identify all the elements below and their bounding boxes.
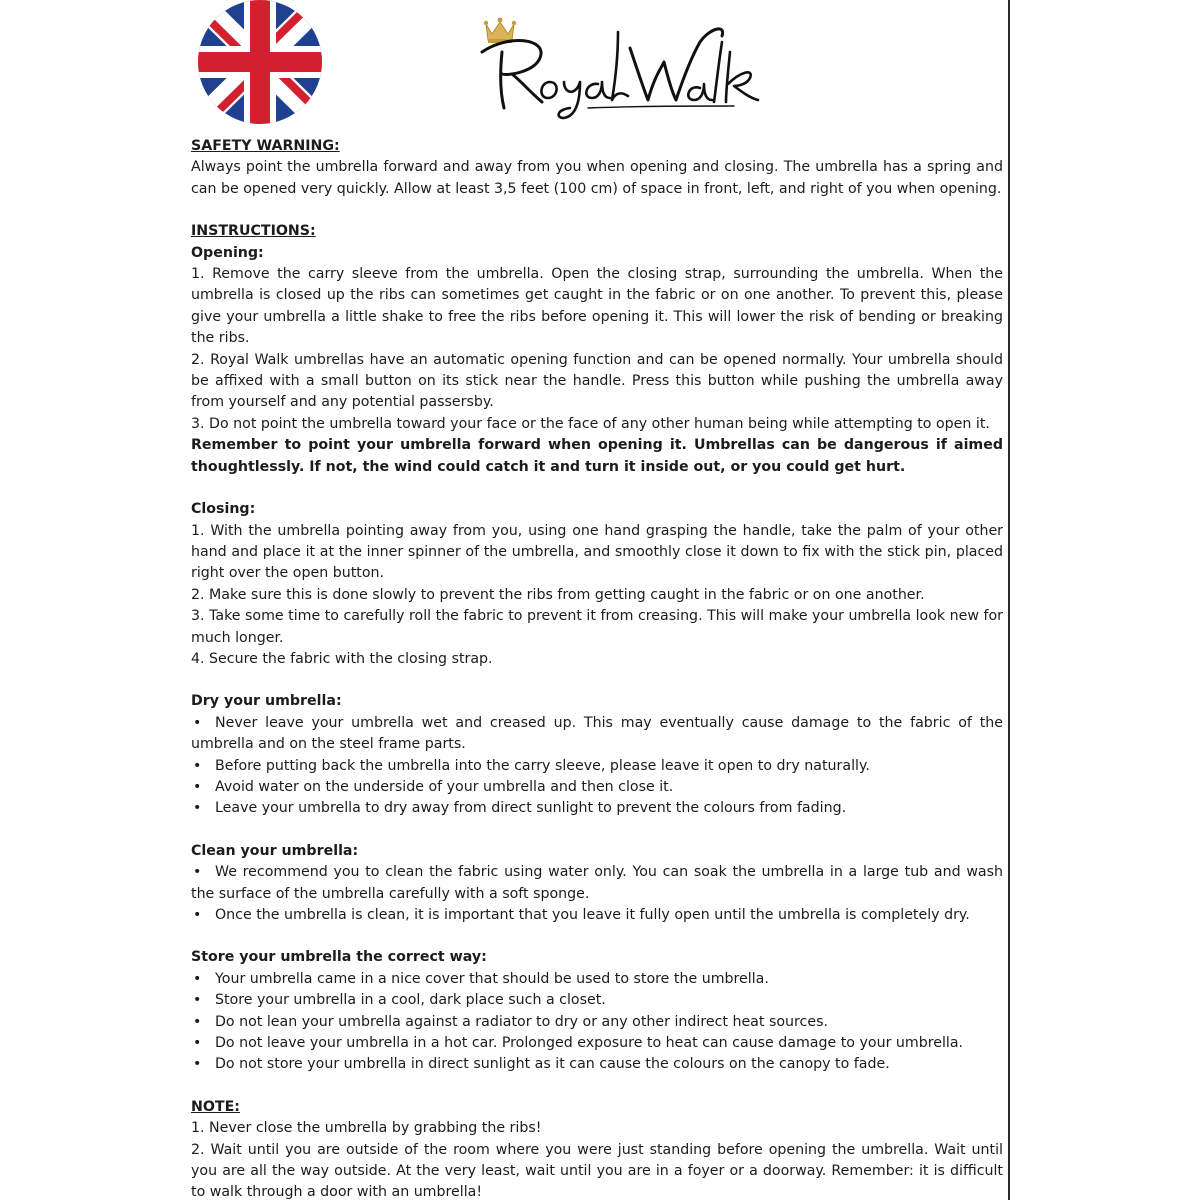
list-item: • Do not leave your umbrella in a hot car. Prolonged exposure to heat can cause damage to your umbrella. [191, 1033, 1003, 1054]
store-list [191, 969, 1003, 1076]
clean-section [191, 841, 1003, 927]
closing-list [191, 521, 1003, 671]
list-item: • Before putting back the umbrella into the carry sleeve, please leave it open to dry naturally. [191, 756, 1003, 777]
page-right-border [1008, 0, 1010, 1200]
list-item: 2. Royal Walk umbrellas have an automatic opening function and can be opened normally. Your umbrella should be affixed with a small button on its stick near the handle. Press this button while pushing the umbrella away from yourself and any potential passersby. [191, 351, 1003, 411]
store-section [191, 947, 1003, 1075]
list-item: • Never leave your umbrella wet and creased up. This may eventually cause damage to the fabric of the umbrella and on the steel frame parts. [191, 713, 1003, 756]
list-item: 3. Do not point the umbrella toward your face or the face of any other human being while attempting to open it. [191, 415, 990, 432]
safety-warning-text: Always point the umbrella forward and away from you when opening and closing. The umbrella has a spring and can be opened very quickly. Allow at least 3,5 feet (100 cm) of space in front, left, and right of you when opening. [191, 159, 1003, 197]
list-item: • Do not store your umbrella in direct sunlight as it can cause the colours on the canopy to fade. [191, 1054, 1003, 1075]
note-section [191, 1097, 1003, 1204]
store-heading: Store your umbrella the correct way: [191, 949, 487, 966]
list-item: • Leave your umbrella to dry away from direct sunlight to prevent the colours from fading. [191, 798, 1003, 819]
union-jack-flag-icon [197, 0, 323, 124]
opening-warning: Remember to point your umbrella forward when opening it. Umbrellas can be dangerous if aimed thoughtlessly. If not, the wind could catch it and turn it inside out, or you could get hurt. [191, 437, 1003, 475]
list-item: 3. Take some time to carefully roll the fabric to prevent it from creasing. This will make your umbrella look new for much longer. [191, 608, 1003, 646]
instruction-sheet [191, 136, 1003, 1204]
note-list [191, 1118, 1003, 1204]
clean-heading: Clean your umbrella: [191, 842, 359, 859]
list-item: • Avoid water on the underside of your umbrella and then close it. [191, 777, 1003, 798]
list-item: • Your umbrella came in a nice cover that should be used to store the umbrella. [191, 969, 1003, 990]
instructions-section [191, 221, 1003, 670]
instructions-heading: INSTRUCTIONS: [191, 223, 316, 240]
list-item: 1. With the umbrella pointing away from you, using one hand grasping the handle, take the palm of your other hand and place it at the inner spinner of the umbrella, and smoothly close it down to fix with the stick pin, placed right over the open button. [191, 522, 1003, 582]
crown-icon [484, 18, 516, 43]
safety-warning-heading: SAFETY WARNING: [191, 138, 340, 154]
list-item: 2. Wait until you are outside of the room where you were just standing before opening the umbrella. Wait until you are all the way outside. At the very least, wait until you are in a foyer or a doorway. Remember: it is difficult to walk through a door with an umbrella! [191, 1141, 1003, 1201]
list-item: • Store your umbrella in a cool, dark place such a closet. [191, 990, 1003, 1011]
list-item: 2. Make sure this is done slowly to prevent the ribs from getting caught in the fabric or on one another. [191, 586, 925, 603]
list-item: • Do not lean your umbrella against a radiator to dry or any other indirect heat sources. [191, 1012, 1003, 1033]
safety-warning-section [191, 136, 1003, 200]
dry-section [191, 691, 1003, 819]
opening-heading: Opening: [191, 244, 264, 261]
list-item: • Once the umbrella is clean, it is important that you leave it fully open until the umbrella is completely dry. [191, 905, 1003, 926]
opening-list [191, 264, 1003, 435]
dry-list [191, 713, 1003, 820]
dry-heading: Dry your umbrella: [191, 693, 342, 710]
closing-heading: Closing: [191, 501, 256, 518]
list-item: 4. Secure the fabric with the closing strap. [191, 650, 493, 667]
list-item: • We recommend you to clean the fabric using water only. You can soak the umbrella in a large tub and wash the surface of the umbrella carefully with a soft sponge. [191, 862, 1003, 905]
note-heading: NOTE: [191, 1098, 240, 1115]
royal-walk-logo [478, 12, 768, 124]
list-item: 1. Never close the umbrella by grabbing the ribs! [191, 1120, 542, 1137]
clean-list [191, 862, 1003, 926]
list-item: 1. Remove the carry sleeve from the umbrella. Open the closing strap, surrounding the umbrella. When the umbrella is closed up the ribs can sometimes get caught in the fabric or on one another. To prevent this, please give your umbrella a little shake to free the ribs before opening it. This will lower the risk of bending or breaking the ribs. [191, 266, 1003, 347]
